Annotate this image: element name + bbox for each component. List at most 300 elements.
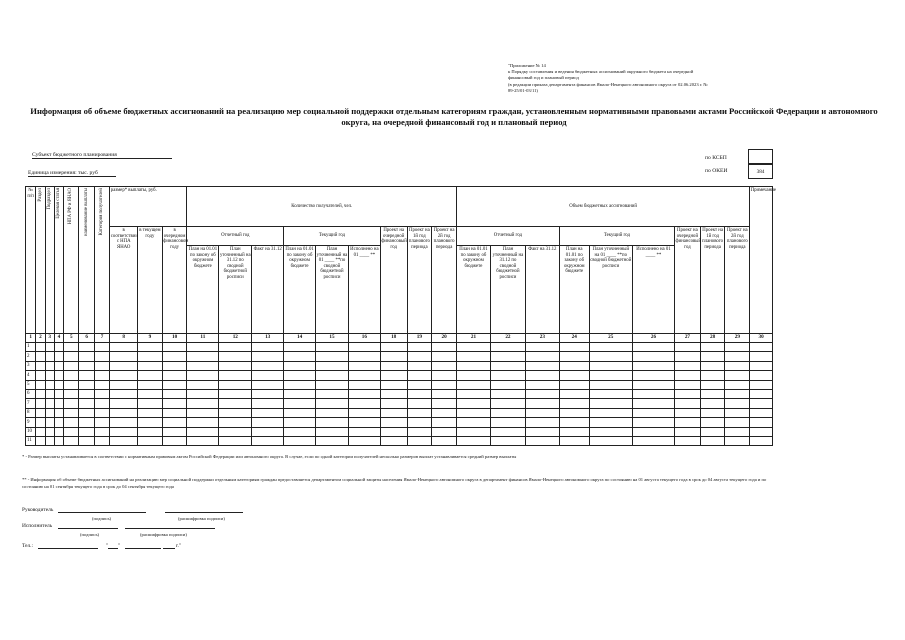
- table-cell[interactable]: [187, 418, 219, 427]
- table-cell[interactable]: [675, 371, 701, 380]
- table-cell[interactable]: [407, 418, 432, 427]
- table-cell[interactable]: [380, 418, 407, 427]
- table-cell[interactable]: [162, 399, 187, 408]
- executor-decode-field[interactable]: [125, 522, 215, 529]
- table-cell[interactable]: [348, 399, 380, 408]
- table-cell[interactable]: [632, 436, 674, 445]
- table-cell[interactable]: [457, 352, 491, 361]
- table-cell[interactable]: [675, 436, 701, 445]
- table-cell[interactable]: [252, 343, 284, 352]
- table-cell[interactable]: [380, 380, 407, 389]
- table-cell[interactable]: [380, 352, 407, 361]
- table-cell[interactable]: [54, 436, 63, 445]
- table-cell[interactable]: [525, 361, 559, 370]
- executor-signature-field[interactable]: [58, 522, 118, 529]
- table-cell[interactable]: [632, 399, 674, 408]
- table-cell[interactable]: [559, 380, 589, 389]
- table-cell[interactable]: [64, 343, 79, 352]
- table-cell[interactable]: [432, 399, 457, 408]
- table-cell[interactable]: [45, 436, 54, 445]
- table-cell[interactable]: [490, 408, 525, 417]
- table-cell[interactable]: [284, 389, 316, 398]
- table-cell[interactable]: [79, 361, 94, 370]
- table-cell[interactable]: [54, 389, 63, 398]
- table-cell[interactable]: [219, 352, 252, 361]
- table-cell[interactable]: [700, 418, 725, 427]
- table-cell[interactable]: [675, 399, 701, 408]
- table-cell[interactable]: [110, 389, 138, 398]
- table-cell[interactable]: [700, 343, 725, 352]
- table-cell[interactable]: [219, 418, 252, 427]
- table-cell[interactable]: [36, 418, 45, 427]
- table-cell[interactable]: [725, 408, 750, 417]
- table-cell[interactable]: [316, 436, 349, 445]
- table-cell[interactable]: [79, 436, 94, 445]
- date-year-field[interactable]: [163, 542, 175, 549]
- table-cell[interactable]: [750, 352, 773, 361]
- table-cell[interactable]: [316, 399, 349, 408]
- table-cell[interactable]: [94, 389, 109, 398]
- table-cell[interactable]: [94, 408, 109, 417]
- table-cell[interactable]: [525, 427, 559, 436]
- table-cell[interactable]: [559, 352, 589, 361]
- table-cell[interactable]: [632, 361, 674, 370]
- table-cell[interactable]: [252, 418, 284, 427]
- table-cell[interactable]: [162, 371, 187, 380]
- table-cell[interactable]: [725, 436, 750, 445]
- table-cell[interactable]: [525, 389, 559, 398]
- table-cell[interactable]: [79, 352, 94, 361]
- table-cell[interactable]: [380, 399, 407, 408]
- table-cell[interactable]: [559, 361, 589, 370]
- table-cell[interactable]: [284, 436, 316, 445]
- table-cell[interactable]: [219, 361, 252, 370]
- table-cell[interactable]: [219, 380, 252, 389]
- table-cell[interactable]: [187, 352, 219, 361]
- table-cell[interactable]: [94, 371, 109, 380]
- table-cell[interactable]: [589, 352, 632, 361]
- table-cell[interactable]: [559, 371, 589, 380]
- table-cell[interactable]: [380, 389, 407, 398]
- table-cell[interactable]: [432, 389, 457, 398]
- table-cell[interactable]: [284, 343, 316, 352]
- table-cell[interactable]: [45, 399, 54, 408]
- table-cell[interactable]: [252, 352, 284, 361]
- table-cell[interactable]: [457, 380, 491, 389]
- table-cell[interactable]: [316, 380, 349, 389]
- table-cell[interactable]: [162, 408, 187, 417]
- table-cell[interactable]: [632, 418, 674, 427]
- table-cell[interactable]: [110, 418, 138, 427]
- table-cell[interactable]: [54, 399, 63, 408]
- table-cell[interactable]: [64, 361, 79, 370]
- table-cell[interactable]: [725, 371, 750, 380]
- table-cell[interactable]: [700, 371, 725, 380]
- table-cell[interactable]: [750, 427, 773, 436]
- table-cell[interactable]: [457, 371, 491, 380]
- table-cell[interactable]: [725, 389, 750, 398]
- table-cell[interactable]: [380, 343, 407, 352]
- table-cell[interactable]: [54, 343, 63, 352]
- table-cell[interactable]: [432, 427, 457, 436]
- table-cell[interactable]: [138, 418, 163, 427]
- table-cell[interactable]: [490, 399, 525, 408]
- table-cell[interactable]: [252, 371, 284, 380]
- table-cell[interactable]: [316, 343, 349, 352]
- table-cell[interactable]: [407, 389, 432, 398]
- table-cell[interactable]: [457, 427, 491, 436]
- table-cell[interactable]: [219, 371, 252, 380]
- table-cell[interactable]: [94, 343, 109, 352]
- table-cell[interactable]: [380, 408, 407, 417]
- table-cell[interactable]: [675, 427, 701, 436]
- table-cell[interactable]: [64, 399, 79, 408]
- table-cell[interactable]: [348, 418, 380, 427]
- table-cell[interactable]: [457, 343, 491, 352]
- table-cell[interactable]: [407, 427, 432, 436]
- table-cell[interactable]: [559, 399, 589, 408]
- table-cell[interactable]: [750, 343, 773, 352]
- table-cell[interactable]: [700, 352, 725, 361]
- table-cell[interactable]: [54, 380, 63, 389]
- table-cell[interactable]: [380, 427, 407, 436]
- table-cell[interactable]: [380, 371, 407, 380]
- table-cell[interactable]: [284, 352, 316, 361]
- table-cell[interactable]: [94, 427, 109, 436]
- table-cell[interactable]: [45, 380, 54, 389]
- table-cell[interactable]: [219, 389, 252, 398]
- table-cell[interactable]: [284, 380, 316, 389]
- table-cell[interactable]: [162, 343, 187, 352]
- table-cell[interactable]: [700, 408, 725, 417]
- table-cell[interactable]: [45, 361, 54, 370]
- table-cell[interactable]: [525, 352, 559, 361]
- table-cell[interactable]: [725, 399, 750, 408]
- table-cell[interactable]: [284, 408, 316, 417]
- table-cell[interactable]: [348, 371, 380, 380]
- table-cell[interactable]: [187, 427, 219, 436]
- table-cell[interactable]: [632, 371, 674, 380]
- table-cell[interactable]: [187, 343, 219, 352]
- table-cell[interactable]: [54, 371, 63, 380]
- table-cell[interactable]: [64, 427, 79, 436]
- table-cell[interactable]: [219, 399, 252, 408]
- table-cell[interactable]: [490, 418, 525, 427]
- table-cell[interactable]: [94, 361, 109, 370]
- table-cell[interactable]: [316, 427, 349, 436]
- table-cell[interactable]: [45, 418, 54, 427]
- table-cell[interactable]: [187, 371, 219, 380]
- table-cell[interactable]: [589, 399, 632, 408]
- table-cell[interactable]: [64, 436, 79, 445]
- table-cell[interactable]: [162, 418, 187, 427]
- table-cell[interactable]: [252, 399, 284, 408]
- table-cell[interactable]: [432, 343, 457, 352]
- table-cell[interactable]: [79, 389, 94, 398]
- table-cell[interactable]: [54, 352, 63, 361]
- table-cell[interactable]: [432, 418, 457, 427]
- table-cell[interactable]: [219, 343, 252, 352]
- table-cell[interactable]: [750, 408, 773, 417]
- table-cell[interactable]: [45, 389, 54, 398]
- table-cell[interactable]: [750, 418, 773, 427]
- table-cell[interactable]: [36, 380, 45, 389]
- table-cell[interactable]: [700, 399, 725, 408]
- table-cell[interactable]: [407, 436, 432, 445]
- table-cell[interactable]: [675, 389, 701, 398]
- table-cell[interactable]: [64, 408, 79, 417]
- table-cell[interactable]: [432, 380, 457, 389]
- table-cell[interactable]: [138, 380, 163, 389]
- table-cell[interactable]: [94, 418, 109, 427]
- table-cell[interactable]: [457, 389, 491, 398]
- table-cell[interactable]: [457, 408, 491, 417]
- table-cell[interactable]: [79, 380, 94, 389]
- table-cell[interactable]: [284, 371, 316, 380]
- table-cell[interactable]: [138, 352, 163, 361]
- table-cell[interactable]: [252, 427, 284, 436]
- table-cell[interactable]: [725, 427, 750, 436]
- table-cell[interactable]: [36, 427, 45, 436]
- table-cell[interactable]: [316, 352, 349, 361]
- table-cell[interactable]: [750, 361, 773, 370]
- table-cell[interactable]: [632, 380, 674, 389]
- date-month-field[interactable]: [125, 542, 161, 549]
- table-cell[interactable]: [525, 436, 559, 445]
- table-cell[interactable]: [750, 371, 773, 380]
- table-cell[interactable]: [589, 436, 632, 445]
- table-cell[interactable]: [432, 371, 457, 380]
- table-cell[interactable]: [559, 343, 589, 352]
- table-cell[interactable]: [94, 399, 109, 408]
- table-cell[interactable]: [525, 343, 559, 352]
- table-cell[interactable]: [432, 361, 457, 370]
- table-cell[interactable]: [525, 418, 559, 427]
- table-cell[interactable]: [700, 427, 725, 436]
- table-cell[interactable]: [64, 380, 79, 389]
- table-cell[interactable]: [559, 418, 589, 427]
- table-cell[interactable]: [589, 408, 632, 417]
- table-cell[interactable]: [252, 380, 284, 389]
- table-cell[interactable]: [750, 389, 773, 398]
- table-cell[interactable]: [632, 389, 674, 398]
- table-cell[interactable]: [632, 343, 674, 352]
- table-cell[interactable]: [79, 427, 94, 436]
- table-cell[interactable]: [380, 361, 407, 370]
- table-cell[interactable]: [110, 436, 138, 445]
- date-day-field[interactable]: [105, 542, 121, 549]
- table-cell[interactable]: [490, 389, 525, 398]
- table-cell[interactable]: [750, 436, 773, 445]
- table-cell[interactable]: [675, 418, 701, 427]
- table-cell[interactable]: [162, 380, 187, 389]
- table-cell[interactable]: [45, 427, 54, 436]
- table-cell[interactable]: [54, 427, 63, 436]
- table-cell[interactable]: [110, 371, 138, 380]
- table-cell[interactable]: [432, 436, 457, 445]
- table-cell[interactable]: [45, 352, 54, 361]
- table-cell[interactable]: [110, 408, 138, 417]
- table-cell[interactable]: [187, 399, 219, 408]
- table-cell[interactable]: [407, 371, 432, 380]
- table-cell[interactable]: [632, 427, 674, 436]
- table-cell[interactable]: [525, 399, 559, 408]
- table-cell[interactable]: [36, 399, 45, 408]
- table-cell[interactable]: [589, 380, 632, 389]
- table-cell[interactable]: [79, 371, 94, 380]
- table-cell[interactable]: [45, 408, 54, 417]
- table-cell[interactable]: [110, 399, 138, 408]
- table-cell[interactable]: [432, 408, 457, 417]
- table-cell[interactable]: [187, 380, 219, 389]
- table-cell[interactable]: [589, 418, 632, 427]
- table-cell[interactable]: [187, 361, 219, 370]
- table-cell[interactable]: [432, 352, 457, 361]
- table-cell[interactable]: [559, 427, 589, 436]
- table-cell[interactable]: [348, 427, 380, 436]
- table-cell[interactable]: [110, 361, 138, 370]
- table-cell[interactable]: [187, 389, 219, 398]
- table-cell[interactable]: [252, 361, 284, 370]
- table-cell[interactable]: [162, 361, 187, 370]
- table-cell[interactable]: [348, 361, 380, 370]
- table-cell[interactable]: [407, 343, 432, 352]
- table-cell[interactable]: [316, 361, 349, 370]
- table-cell[interactable]: [700, 380, 725, 389]
- table-cell[interactable]: [589, 343, 632, 352]
- table-cell[interactable]: [316, 389, 349, 398]
- table-cell[interactable]: [675, 380, 701, 389]
- table-cell[interactable]: [284, 418, 316, 427]
- table-cell[interactable]: [36, 352, 45, 361]
- table-cell[interactable]: [559, 436, 589, 445]
- table-cell[interactable]: [79, 343, 94, 352]
- table-cell[interactable]: [64, 418, 79, 427]
- table-cell[interactable]: [219, 436, 252, 445]
- table-cell[interactable]: [187, 436, 219, 445]
- table-cell[interactable]: [64, 352, 79, 361]
- table-cell[interactable]: [490, 352, 525, 361]
- table-cell[interactable]: [94, 436, 109, 445]
- table-cell[interactable]: [219, 427, 252, 436]
- table-cell[interactable]: [284, 427, 316, 436]
- head-signature-field[interactable]: [58, 506, 146, 513]
- table-cell[interactable]: [94, 380, 109, 389]
- table-cell[interactable]: [348, 408, 380, 417]
- table-cell[interactable]: [284, 399, 316, 408]
- table-cell[interactable]: [750, 399, 773, 408]
- table-cell[interactable]: [725, 418, 750, 427]
- table-cell[interactable]: [559, 389, 589, 398]
- table-cell[interactable]: [700, 361, 725, 370]
- table-cell[interactable]: [316, 371, 349, 380]
- table-cell[interactable]: [64, 371, 79, 380]
- table-cell[interactable]: [54, 408, 63, 417]
- table-cell[interactable]: [589, 361, 632, 370]
- table-cell[interactable]: [490, 427, 525, 436]
- table-cell[interactable]: [316, 418, 349, 427]
- table-cell[interactable]: [138, 389, 163, 398]
- table-cell[interactable]: [64, 389, 79, 398]
- table-cell[interactable]: [490, 380, 525, 389]
- table-cell[interactable]: [252, 389, 284, 398]
- table-cell[interactable]: [407, 399, 432, 408]
- head-decode-field[interactable]: [165, 506, 243, 513]
- table-cell[interactable]: [700, 389, 725, 398]
- table-cell[interactable]: [700, 436, 725, 445]
- table-cell[interactable]: [110, 343, 138, 352]
- table-cell[interactable]: [45, 371, 54, 380]
- table-cell[interactable]: [407, 352, 432, 361]
- table-cell[interactable]: [94, 352, 109, 361]
- table-cell[interactable]: [162, 352, 187, 361]
- table-cell[interactable]: [252, 408, 284, 417]
- table-cell[interactable]: [675, 352, 701, 361]
- table-cell[interactable]: [589, 371, 632, 380]
- table-cell[interactable]: [632, 352, 674, 361]
- table-cell[interactable]: [252, 436, 284, 445]
- table-cell[interactable]: [162, 436, 187, 445]
- table-cell[interactable]: [589, 389, 632, 398]
- table-cell[interactable]: [79, 399, 94, 408]
- table-cell[interactable]: [675, 361, 701, 370]
- table-cell[interactable]: [110, 352, 138, 361]
- table-cell[interactable]: [407, 361, 432, 370]
- table-cell[interactable]: [54, 418, 63, 427]
- table-cell[interactable]: [525, 371, 559, 380]
- table-cell[interactable]: [110, 427, 138, 436]
- table-cell[interactable]: [348, 343, 380, 352]
- table-cell[interactable]: [219, 408, 252, 417]
- table-cell[interactable]: [36, 436, 45, 445]
- table-cell[interactable]: [750, 380, 773, 389]
- table-cell[interactable]: [490, 371, 525, 380]
- table-cell[interactable]: [675, 343, 701, 352]
- table-cell[interactable]: [457, 399, 491, 408]
- table-cell[interactable]: [380, 436, 407, 445]
- table-cell[interactable]: [162, 389, 187, 398]
- table-cell[interactable]: [490, 436, 525, 445]
- table-cell[interactable]: [110, 380, 138, 389]
- table-cell[interactable]: [36, 389, 45, 398]
- table-cell[interactable]: [490, 343, 525, 352]
- table-cell[interactable]: [36, 361, 45, 370]
- table-cell[interactable]: [407, 380, 432, 389]
- table-cell[interactable]: [79, 418, 94, 427]
- table-cell[interactable]: [187, 408, 219, 417]
- table-cell[interactable]: [675, 408, 701, 417]
- table-cell[interactable]: [316, 408, 349, 417]
- table-cell[interactable]: [348, 352, 380, 361]
- table-cell[interactable]: [138, 399, 163, 408]
- table-cell[interactable]: [138, 408, 163, 417]
- table-cell[interactable]: [36, 371, 45, 380]
- table-cell[interactable]: [348, 380, 380, 389]
- table-cell[interactable]: [162, 427, 187, 436]
- table-cell[interactable]: [407, 408, 432, 417]
- table-cell[interactable]: [725, 361, 750, 370]
- table-cell[interactable]: [725, 343, 750, 352]
- table-cell[interactable]: [45, 343, 54, 352]
- table-cell[interactable]: [457, 418, 491, 427]
- table-cell[interactable]: [725, 380, 750, 389]
- table-cell[interactable]: [54, 361, 63, 370]
- table-cell[interactable]: [138, 343, 163, 352]
- table-cell[interactable]: [36, 343, 45, 352]
- table-cell[interactable]: [284, 361, 316, 370]
- phone-field[interactable]: [38, 542, 98, 549]
- table-cell[interactable]: [348, 389, 380, 398]
